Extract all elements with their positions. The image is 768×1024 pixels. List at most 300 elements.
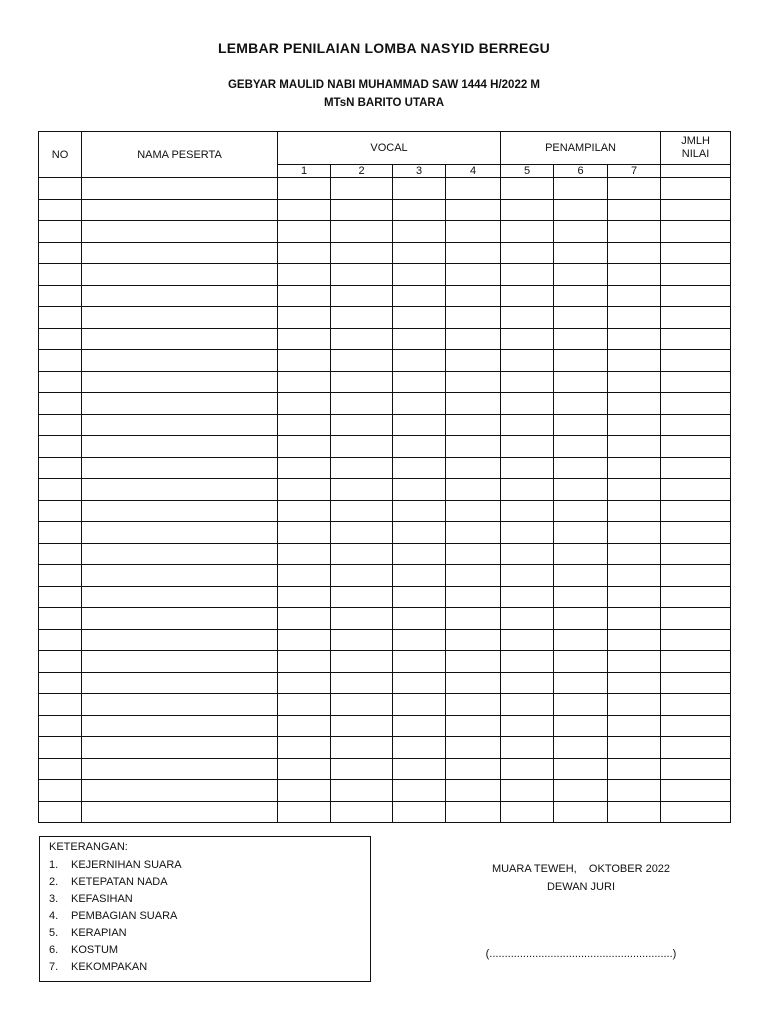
score-cell (554, 264, 608, 286)
score-cell (331, 264, 393, 286)
total-cell (661, 694, 731, 716)
score-cell (608, 565, 661, 587)
legend-item (49, 942, 370, 959)
total-label-line1: JMLH (681, 135, 710, 147)
score-cell (446, 414, 501, 436)
score-cell (278, 780, 331, 802)
score-cell (554, 672, 608, 694)
name-cell (82, 500, 278, 522)
legend-label: KETEPATAN NADA (71, 876, 168, 888)
name-cell (82, 242, 278, 264)
score-cell (446, 457, 501, 479)
score-cell (331, 651, 393, 673)
score-cell (331, 350, 393, 372)
no-cell (39, 543, 82, 565)
total-cell (661, 522, 731, 544)
table-row (39, 307, 731, 329)
column-header-no: NO (39, 132, 82, 178)
score-cell (331, 199, 393, 221)
score-cell (331, 672, 393, 694)
score-cell (501, 586, 554, 608)
score-cell (608, 780, 661, 802)
score-cell (446, 242, 501, 264)
score-cell (554, 758, 608, 780)
score-cell (608, 543, 661, 565)
score-cell (554, 651, 608, 673)
total-cell (661, 608, 731, 630)
score-cell (331, 694, 393, 716)
score-cell (554, 715, 608, 737)
score-cell (278, 672, 331, 694)
legend-title: KETERANGAN: (49, 841, 128, 853)
no-cell (39, 178, 82, 200)
score-cell (278, 801, 331, 823)
score-cell (446, 371, 501, 393)
score-cell (554, 350, 608, 372)
score-cell (446, 264, 501, 286)
total-cell (661, 199, 731, 221)
score-cell (446, 651, 501, 673)
score-cell (608, 199, 661, 221)
score-cell (501, 285, 554, 307)
total-cell (661, 543, 731, 565)
score-cell (331, 393, 393, 415)
criteria-number: 6 (554, 165, 608, 178)
score-cell (278, 737, 331, 759)
score-cell (393, 479, 446, 501)
no-cell (39, 801, 82, 823)
total-cell (661, 479, 731, 501)
no-cell (39, 522, 82, 544)
no-cell (39, 242, 82, 264)
criteria-number: 1 (278, 165, 331, 178)
total-cell (661, 285, 731, 307)
score-cell (393, 221, 446, 243)
name-cell (82, 801, 278, 823)
total-cell (661, 350, 731, 372)
score-cell (278, 178, 331, 200)
criteria-number: 2 (331, 165, 393, 178)
legend-label: KOSTUM (71, 944, 119, 956)
legend-item (49, 959, 370, 976)
score-cell (331, 500, 393, 522)
score-cell (446, 694, 501, 716)
name-cell (82, 651, 278, 673)
score-cell (608, 371, 661, 393)
name-cell (82, 414, 278, 436)
no-cell (39, 565, 82, 587)
table-row (39, 780, 731, 802)
score-cell (278, 371, 331, 393)
score-cell (393, 436, 446, 458)
total-label-line2: NILAI (681, 148, 710, 160)
total-cell (661, 715, 731, 737)
score-cell (608, 457, 661, 479)
name-cell (82, 307, 278, 329)
no-cell (39, 328, 82, 350)
table-row (39, 651, 731, 673)
total-cell (661, 393, 731, 415)
score-table (38, 131, 731, 823)
table-row (39, 328, 731, 350)
score-cell (554, 457, 608, 479)
score-cell (278, 608, 331, 630)
score-cell (501, 328, 554, 350)
score-cell (393, 500, 446, 522)
score-cell (608, 436, 661, 458)
score-cell (501, 801, 554, 823)
legend-item (49, 874, 370, 891)
total-cell (661, 457, 731, 479)
score-cell (278, 350, 331, 372)
total-cell (661, 780, 731, 802)
score-cell (278, 543, 331, 565)
score-cell (501, 371, 554, 393)
score-cell (608, 350, 661, 372)
score-cell (554, 780, 608, 802)
score-cell (393, 801, 446, 823)
no-cell (39, 500, 82, 522)
score-cell (393, 457, 446, 479)
no-cell (39, 199, 82, 221)
total-cell (661, 414, 731, 436)
score-cell (278, 221, 331, 243)
score-cell (501, 565, 554, 587)
score-cell (608, 414, 661, 436)
no-cell (39, 285, 82, 307)
no-cell (39, 715, 82, 737)
total-cell (661, 178, 731, 200)
score-cell (393, 242, 446, 264)
score-cell (331, 737, 393, 759)
score-cell (331, 307, 393, 329)
criteria-number: 7 (608, 165, 661, 178)
score-cell (278, 651, 331, 673)
score-cell (331, 586, 393, 608)
score-cell (278, 479, 331, 501)
name-cell (82, 371, 278, 393)
score-cell (393, 651, 446, 673)
name-cell (82, 715, 278, 737)
no-cell (39, 307, 82, 329)
name-cell (82, 393, 278, 415)
score-cell (278, 500, 331, 522)
no-cell (39, 758, 82, 780)
name-cell (82, 522, 278, 544)
score-cell (331, 608, 393, 630)
table-row (39, 414, 731, 436)
score-cell (554, 586, 608, 608)
table-row (39, 285, 731, 307)
score-cell (446, 672, 501, 694)
score-cell (501, 178, 554, 200)
table-row (39, 522, 731, 544)
score-cell (331, 758, 393, 780)
score-cell (608, 178, 661, 200)
score-cell (501, 672, 554, 694)
legend-number: 2. (49, 876, 59, 888)
score-cell (393, 780, 446, 802)
score-cell (501, 737, 554, 759)
score-cell (554, 629, 608, 651)
score-cell (446, 285, 501, 307)
score-cell (446, 586, 501, 608)
total-cell (661, 801, 731, 823)
table-row (39, 457, 731, 479)
no-cell (39, 694, 82, 716)
table-row (39, 672, 731, 694)
no-cell (39, 414, 82, 436)
score-cell (393, 393, 446, 415)
score-cell (608, 221, 661, 243)
legend-number: 3. (49, 893, 59, 905)
score-cell (331, 221, 393, 243)
score-cell (608, 801, 661, 823)
signature-line: (............................................................) (485, 948, 677, 960)
score-cell (554, 371, 608, 393)
table-row (39, 608, 731, 630)
no-cell (39, 608, 82, 630)
total-cell (661, 651, 731, 673)
score-cell (446, 715, 501, 737)
score-cell (446, 608, 501, 630)
name-cell (82, 350, 278, 372)
name-cell (82, 436, 278, 458)
total-cell (661, 436, 731, 458)
table-row (39, 565, 731, 587)
name-cell (82, 758, 278, 780)
score-cell (608, 264, 661, 286)
score-cell (331, 565, 393, 587)
score-cell (501, 608, 554, 630)
total-cell (661, 307, 731, 329)
score-cell (393, 522, 446, 544)
score-cell (278, 586, 331, 608)
no-cell (39, 586, 82, 608)
score-cell (278, 758, 331, 780)
score-cell (554, 242, 608, 264)
score-cell (446, 350, 501, 372)
score-cell (331, 178, 393, 200)
score-cell (393, 264, 446, 286)
score-cell (331, 242, 393, 264)
score-cell (501, 436, 554, 458)
score-cell (278, 393, 331, 415)
score-cell (501, 522, 554, 544)
page-title: LEMBAR PENILAIAN LOMBA NASYID BERREGU (218, 40, 550, 56)
score-cell (608, 608, 661, 630)
legend-item (49, 925, 370, 942)
score-cell (554, 199, 608, 221)
no-cell (39, 221, 82, 243)
criteria-number: 5 (501, 165, 554, 178)
score-cell (446, 737, 501, 759)
total-cell (661, 264, 731, 286)
no-cell (39, 651, 82, 673)
score-cell (278, 457, 331, 479)
legend-number: 4. (49, 910, 59, 922)
name-cell (82, 608, 278, 630)
table-row (39, 393, 731, 415)
score-table-body (39, 178, 731, 823)
table-row (39, 758, 731, 780)
name-cell (82, 672, 278, 694)
no-cell (39, 457, 82, 479)
score-cell (554, 393, 608, 415)
table-row (39, 500, 731, 522)
score-cell (446, 565, 501, 587)
score-cell (331, 522, 393, 544)
score-cell (393, 543, 446, 565)
score-cell (393, 565, 446, 587)
total-cell (661, 737, 731, 759)
score-cell (501, 694, 554, 716)
score-cell (608, 694, 661, 716)
score-cell (331, 457, 393, 479)
table-row (39, 479, 731, 501)
score-cell (554, 414, 608, 436)
score-cell (446, 199, 501, 221)
no-cell (39, 350, 82, 372)
score-cell (608, 737, 661, 759)
no-cell (39, 479, 82, 501)
table-row (39, 801, 731, 823)
name-cell (82, 285, 278, 307)
score-cell (608, 307, 661, 329)
total-cell (661, 672, 731, 694)
score-cell (554, 479, 608, 501)
score-cell (446, 780, 501, 802)
score-cell (278, 307, 331, 329)
score-cell (331, 801, 393, 823)
score-cell (608, 715, 661, 737)
score-cell (554, 178, 608, 200)
score-cell (501, 651, 554, 673)
legend-number: 6. (49, 944, 59, 956)
table-row (39, 199, 731, 221)
score-cell (554, 307, 608, 329)
score-cell (393, 328, 446, 350)
score-cell (393, 758, 446, 780)
total-blank-cell (661, 165, 731, 178)
score-cell (446, 522, 501, 544)
score-cell (554, 694, 608, 716)
score-cell (608, 758, 661, 780)
table-row (39, 436, 731, 458)
score-cell (608, 479, 661, 501)
score-cell (331, 371, 393, 393)
score-cell (446, 221, 501, 243)
score-cell (501, 221, 554, 243)
score-cell (331, 414, 393, 436)
score-cell (331, 436, 393, 458)
score-cell (608, 242, 661, 264)
score-cell (501, 350, 554, 372)
name-cell (82, 328, 278, 350)
legend-number: 5. (49, 927, 59, 939)
score-cell (393, 608, 446, 630)
legend-label: KEFASIHAN (71, 893, 133, 905)
score-cell (554, 608, 608, 630)
name-cell (82, 199, 278, 221)
legend-number: 1. (49, 859, 59, 871)
table-row (39, 178, 731, 200)
score-cell (278, 715, 331, 737)
score-cell (393, 307, 446, 329)
jury-label: DEWAN JURI (546, 881, 616, 893)
name-cell (82, 479, 278, 501)
score-cell (278, 242, 331, 264)
score-cell (446, 479, 501, 501)
score-cell (501, 199, 554, 221)
score-cell (554, 285, 608, 307)
score-cell (393, 285, 446, 307)
name-cell (82, 737, 278, 759)
score-cell (446, 436, 501, 458)
score-cell (393, 414, 446, 436)
name-cell (82, 694, 278, 716)
total-cell (661, 565, 731, 587)
total-cell (661, 328, 731, 350)
score-cell (393, 715, 446, 737)
no-cell (39, 629, 82, 651)
score-cell (608, 522, 661, 544)
score-cell (608, 328, 661, 350)
score-cell (278, 264, 331, 286)
score-cell (554, 543, 608, 565)
table-row (39, 264, 731, 286)
score-cell (608, 629, 661, 651)
table-row (39, 221, 731, 243)
criteria-number: 4 (446, 165, 501, 178)
criteria-number: 3 (393, 165, 446, 178)
score-cell (446, 393, 501, 415)
score-cell (446, 629, 501, 651)
score-cell (554, 565, 608, 587)
score-cell (446, 500, 501, 522)
score-cell (501, 457, 554, 479)
no-cell (39, 393, 82, 415)
table-row (39, 543, 731, 565)
score-cell (278, 199, 331, 221)
column-group-vocal: VOCAL (278, 132, 501, 165)
total-cell (661, 586, 731, 608)
score-cell (278, 328, 331, 350)
total-cell (661, 371, 731, 393)
score-cell (608, 651, 661, 673)
score-cell (278, 565, 331, 587)
score-cell (446, 758, 501, 780)
score-cell (446, 178, 501, 200)
legend-label: KEKOMPAKAN (71, 961, 148, 973)
score-cell (331, 629, 393, 651)
score-cell (446, 801, 501, 823)
score-cell (554, 522, 608, 544)
no-cell (39, 737, 82, 759)
score-cell (446, 307, 501, 329)
no-cell (39, 264, 82, 286)
column-header-name: NAMA PESERTA (82, 132, 278, 178)
total-cell (661, 758, 731, 780)
legend-label: KEJERNIHAN SUARA (71, 859, 182, 871)
score-cell (331, 479, 393, 501)
score-cell (278, 522, 331, 544)
name-cell (82, 565, 278, 587)
score-cell (501, 715, 554, 737)
total-cell (661, 500, 731, 522)
event-subtitle: GEBYAR MAULID NABI MUHAMMAD SAW 1444 H/2022 M (227, 79, 541, 91)
score-cell (501, 543, 554, 565)
